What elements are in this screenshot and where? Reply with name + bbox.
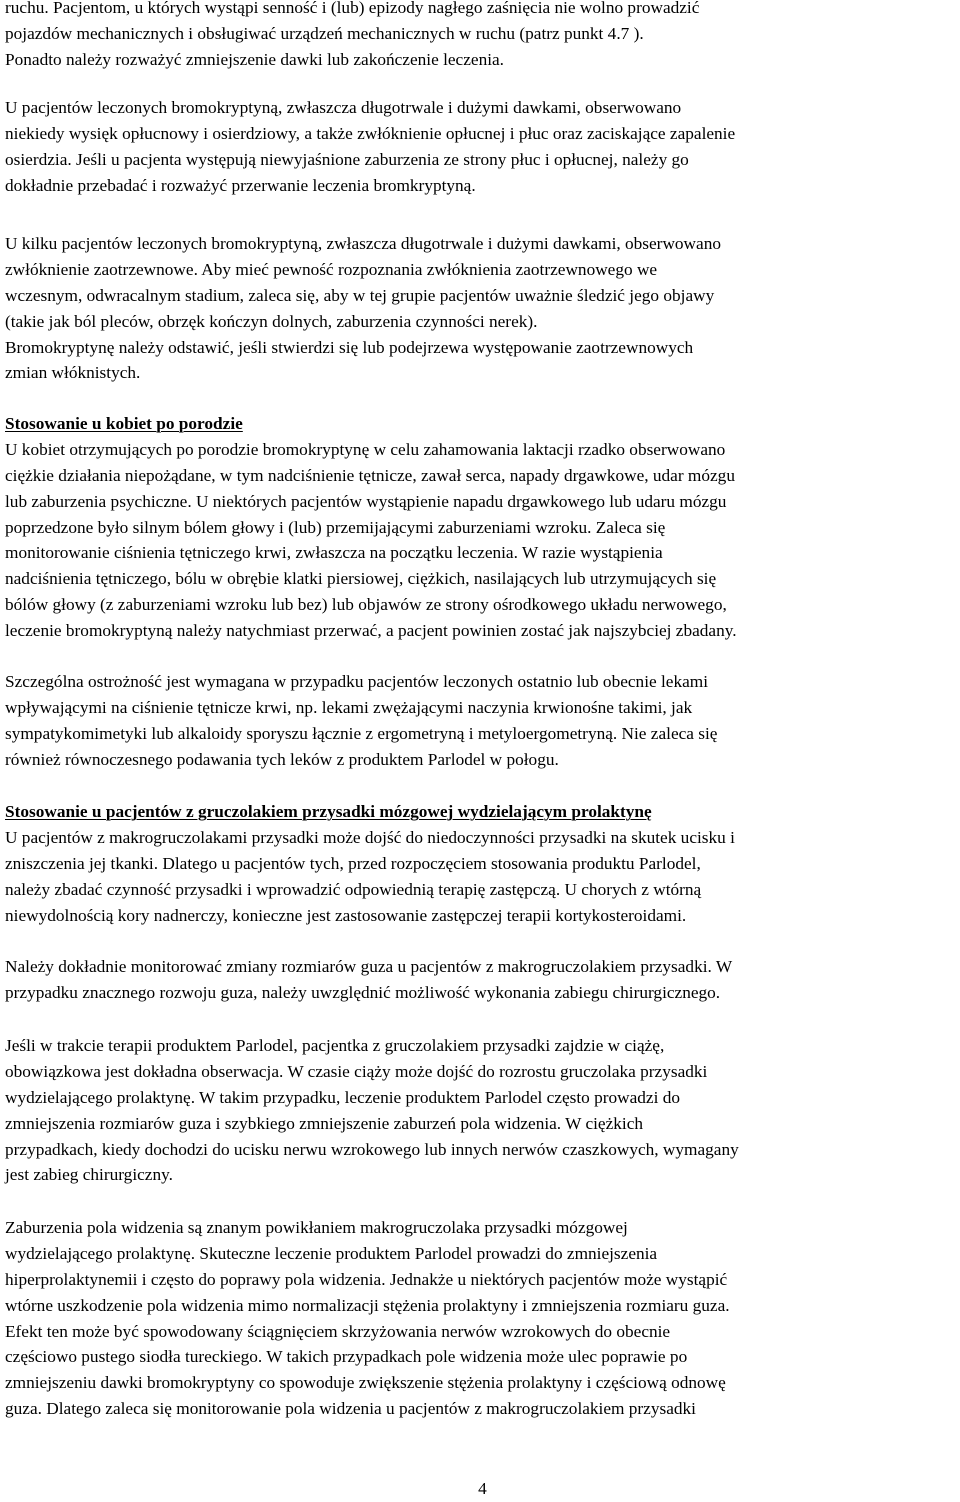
text-line: pojazdów mechanicznych i obsługiwać urządzeń mechanicznych w ruchu (patrz punkt 4.7 ). xyxy=(5,23,644,43)
text-line: zmniejszenia rozmiarów guza i szybkiego zmniejszenie zaburzeń pola widzenia. W ciężkich xyxy=(5,1113,644,1133)
paragraph-driving-warning xyxy=(5,0,960,73)
text-line: wczesnym, odwracalnym stadium, zaleca się, aby w tej grupie pacjentów uważnie śledzić jego objawy xyxy=(5,285,715,305)
text-line: należy zbadać czynność przysadki i wprowadzić odpowiednią terapię zastępczą. U chorych z wtórną xyxy=(5,879,702,899)
text-line: leczenie bromokryptyną należy natychmiast przerwać, a pacjent powinien zostać jak najszybciej zbadany. xyxy=(5,621,737,641)
text-line: sympatykomimetyki lub alkaloidy sporyszu łącznie z ergometryną i metyloergometryną. Nie zaleca się xyxy=(5,723,718,743)
text-line: dokładnie przebadać i rozważyć przerwanie leczenia bromkryptyną. xyxy=(5,175,476,195)
text-line: Ponadto należy rozważyć zmniejszenie dawki lub zakończenie leczenia. xyxy=(5,49,504,69)
section-pituitary-adenoma xyxy=(5,799,960,928)
text-line: wydzielającego prolaktynę. Skuteczne leczenie produktem Parlodel prowadzi do zmniejszenia xyxy=(5,1243,658,1263)
text-line: ruchu. Pacjentom, u których wystąpi senność i (lub) epizody nagłego zaśnięcia nie wolno prowadzić xyxy=(5,0,700,17)
text-line: zmniejszeniu dawki bromokryptyny co spowoduje zwiększenie stężenia prolaktyny i częściową odnowę xyxy=(5,1373,726,1393)
text-line: osierdzia. Jeśli u pacjenta występują niewyjaśnione zaburzenia ze strony płuc i opłucnej, należy go xyxy=(5,149,689,169)
text-line: niekiedy wysięk opłucnowy i osierdziowy, a także zwłóknienie opłucnej i płuc oraz zaciskające zapalenie xyxy=(5,123,736,143)
text-line: również równoczesnego podawania tych leków z produktem Parlodel w połogu. xyxy=(5,749,559,769)
text-line: wpływającymi na ciśnienie tętnicze krwi, np. lekami zwężającymi naczynia krwionośne takimi, jak xyxy=(5,697,693,717)
paragraph-retroperitoneal-fibrosis xyxy=(5,231,960,386)
text-line: Należy dokładnie monitorować zmiany rozmiarów guza u pacjentów z makrogruczolakiem przysadki. W xyxy=(5,957,733,976)
text-line: Zaburzenia pola widzenia są znanym powikłaniem makrogruczolaka przysadki mózgowej xyxy=(5,1218,628,1237)
text-line: U pacjentów z makrogruczolakami przysadki może dojść do niedoczynności przysadki na skutek ucisku i xyxy=(5,827,735,847)
text-line: U kilku pacjentów leczonych bromokryptyną, zwłaszcza długotrwale i dużymi dawkami, obserwowano xyxy=(5,234,721,253)
text-line: Szczególna ostrożność jest wymagana w przypadku pacjentów leczonych ostatnio lub obecnie lekami xyxy=(5,672,709,691)
paragraph-special-caution xyxy=(5,669,960,773)
text-line: poprzedzone było silnym bólem głowy i (lub) przemijającymi zaburzeniami wzroku. Zaleca się xyxy=(5,517,666,537)
text-line: guza. Dlatego zaleca się monitorowanie pola widzenia u pacjentów z makrogruczolakiem przysadki xyxy=(5,1399,696,1419)
text-line: Bromokryptynę należy odstawić, jeśli stwierdzi się lub podejrzewa występowanie zaotrzewnowych xyxy=(5,337,694,357)
text-line: obowiązkowa jest dokładna obserwacja. W czasie ciąży może dojść do rozrostu gruczolaka przysadki xyxy=(5,1061,708,1081)
text-line: monitorowanie ciśnienia tętniczego krwi, zwłaszcza na początku leczenia. W razie wystąpienia xyxy=(5,543,663,563)
section-heading: Stosowanie u pacjentów z gruczolakiem przysadki mózgowej wydzielającym prolaktynę xyxy=(5,802,652,821)
text-line: bólów głowy (z zaburzeniami wzroku lub bez) lub objawów ze strony ośrodkowego układu nerwowego, xyxy=(5,595,727,615)
section-heading: Stosowanie u kobiet po porodzie xyxy=(5,414,243,433)
paragraph-pregnancy xyxy=(5,1033,960,1188)
text-line: ciężkie działania niepożądane, w tym nadciśnienie tętnicze, zawał serca, napady drgawkowe, udar mózgu xyxy=(5,465,735,485)
paragraph-pleural-effusion xyxy=(5,95,960,199)
text-line: niewydolnością kory nadnerczy, konieczne jest zastosowanie zastępczej terapii kortykosteroidami. xyxy=(5,905,687,925)
text-line: przypadkach, kiedy dochodzi do ucisku nerwu wzrokowego lub innych nerwów czaszkowych, wymagany xyxy=(5,1139,739,1159)
text-line: U kobiet otrzymujących po porodzie bromokryptynę w celu zahamowania laktacji rzadko obserwowano xyxy=(5,439,726,459)
text-line: zmian włóknistych. xyxy=(5,363,141,383)
text-line: wydzielającego prolaktynę. W takim przypadku, leczenie produktem Parlodel często prowadzi do xyxy=(5,1087,681,1107)
text-line: lub zaburzenia psychiczne. U niektórych pacjentów wystąpienie napadu drgawkowego lub udaru mózgu xyxy=(5,491,727,511)
text-line: zwłóknienie zaotrzewnowe. Aby mieć pewność rozpoznania zwłóknienia zaotrzewnowego we xyxy=(5,259,658,279)
document-page xyxy=(5,0,960,1499)
text-line: Jeśli w trakcie terapii produktem Parlodel, pacjentka z gruczolakiem przysadki zajdzie w ciążę, xyxy=(5,1036,665,1055)
text-line: częściowo pustego siodła tureckiego. W takich przypadkach pole widzenia może ulec poprawie po xyxy=(5,1347,688,1367)
paragraph-visual-field xyxy=(5,1215,960,1422)
text-line: jest zabieg chirurgiczny. xyxy=(5,1165,173,1185)
text-line: nadciśnienia tętniczego, bólu w obrębie klatki piersiowej, ciężkich, nasilających lub utrzymujących się xyxy=(5,569,717,589)
page-number: 4 xyxy=(478,1479,487,1498)
text-line: hiperprolaktynemii i często do poprawy pola widzenia. Jednakże u niektórych pacjentów może wystąpić xyxy=(5,1269,728,1289)
text-line: zniszczenia jej tkanki. Dlatego u pacjentów tych, przed rozpoczęciem stosowania produktu Parlodel, xyxy=(5,853,701,873)
text-line: Efekt ten może być spowodowany ściągnięciem skrzyżowania nerwów wzrokowych do obecnie xyxy=(5,1321,671,1341)
text-line: wtórne uszkodzenie pola widzenia mimo normalizacji stężenia prolaktyny i zmniejszenia rozmiaru guza. xyxy=(5,1295,730,1315)
text-line: (takie jak ból pleców, obrzęk kończyn dolnych, zaburzenia czynności nerek). xyxy=(5,311,538,331)
text-line: U pacjentów leczonych bromokryptyną, zwłaszcza długotrwale i dużymi dawkami, obserwowano xyxy=(5,98,682,117)
section-postpartum-use xyxy=(5,411,960,644)
paragraph-tumor-monitoring xyxy=(5,954,960,1006)
text-line: przypadku znacznego rozwoju guza, należy uwzględnić możliwość wykonania zabiegu chirurgicznego. xyxy=(5,982,721,1002)
